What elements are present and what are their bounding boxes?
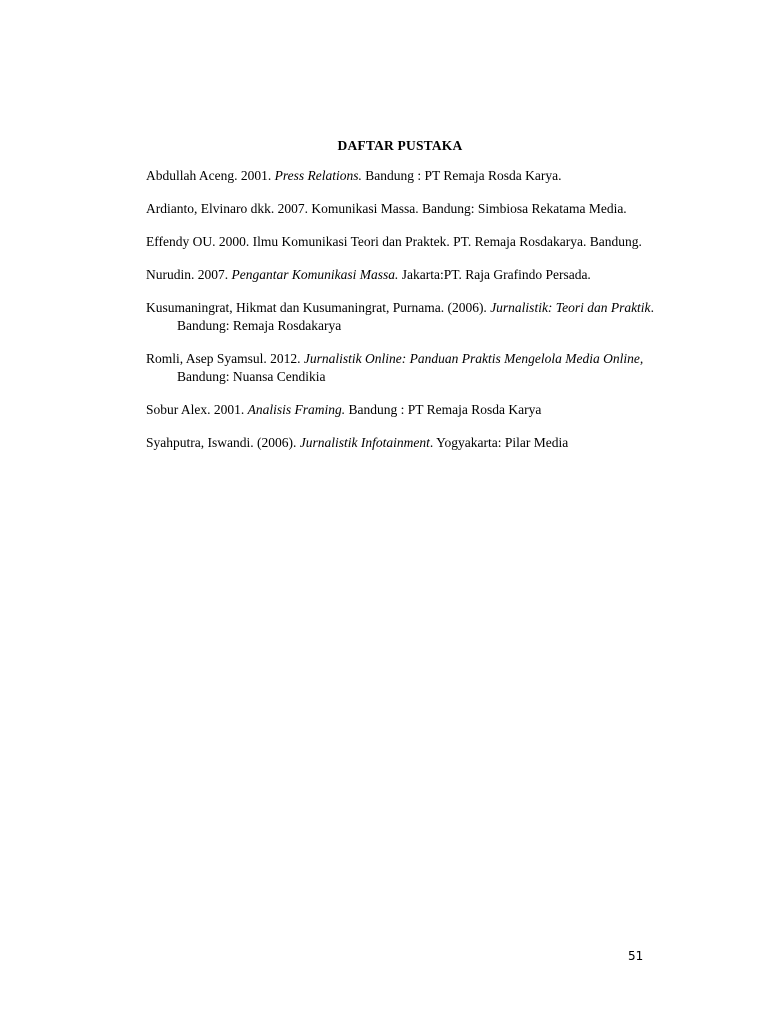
reference-item xyxy=(146,434,670,452)
page-title: DAFTAR PUSTAKA xyxy=(337,138,463,153)
page-number: 51 xyxy=(628,949,644,963)
reference-item xyxy=(146,167,670,185)
reference-text: Bandung : PT Remaja Rosda Karya. xyxy=(361,168,562,183)
reference-text: Sobur Alex. 2001. xyxy=(146,402,248,417)
reference-title: Jurnalistik: Teori dan Praktik xyxy=(490,300,651,315)
reference-item xyxy=(146,233,670,251)
reference-text: Abdullah Aceng. 2001. xyxy=(146,168,275,183)
reference-title: Jurnalistik Online: Panduan Praktis Mengelola Media Online, xyxy=(303,351,644,366)
reference-title: Press Relations. xyxy=(274,168,362,183)
reference-title: Jurnalistik Infotainment xyxy=(299,435,430,450)
reference-item xyxy=(146,200,670,218)
reference-text: . Bandung: Remaja Rosdakarya xyxy=(177,300,654,333)
reference-item xyxy=(146,350,670,386)
reference-text: Nurudin. 2007. xyxy=(146,267,232,282)
reference-text: Syahputra, Iswandi. (2006). xyxy=(146,435,300,450)
reference-text: Effendy OU. 2000. Ilmu Komunikasi Teori dan Praktek. PT. Remaja Rosdakarya. Bandung. xyxy=(146,234,642,249)
reference-text: Romli, Asep Syamsul. 2012. xyxy=(146,351,304,366)
reference-text: Jakarta:PT. Raja Grafindo Persada. xyxy=(398,267,591,282)
reference-text: Bandung: Nuansa Cendikia xyxy=(177,369,326,384)
reference-text: Kusumaningrat, Hikmat dan Kusumaningrat, Purnama. (2006). xyxy=(146,300,491,315)
reference-item xyxy=(146,299,670,335)
reference-title: Pengantar Komunikasi Massa. xyxy=(231,267,399,282)
reference-text: Ardianto, Elvinaro dkk. 2007. Komunikasi Massa. Bandung: Simbiosa Rekatama Media. xyxy=(146,201,627,216)
reference-text: Bandung : PT Remaja Rosda Karya xyxy=(345,402,542,417)
reference-item xyxy=(146,401,670,419)
reference-title: Analisis Framing. xyxy=(247,402,346,417)
reference-item xyxy=(146,266,670,284)
reference-text: . Yogyakarta: Pilar Media xyxy=(429,435,569,450)
reference-list xyxy=(146,167,670,467)
